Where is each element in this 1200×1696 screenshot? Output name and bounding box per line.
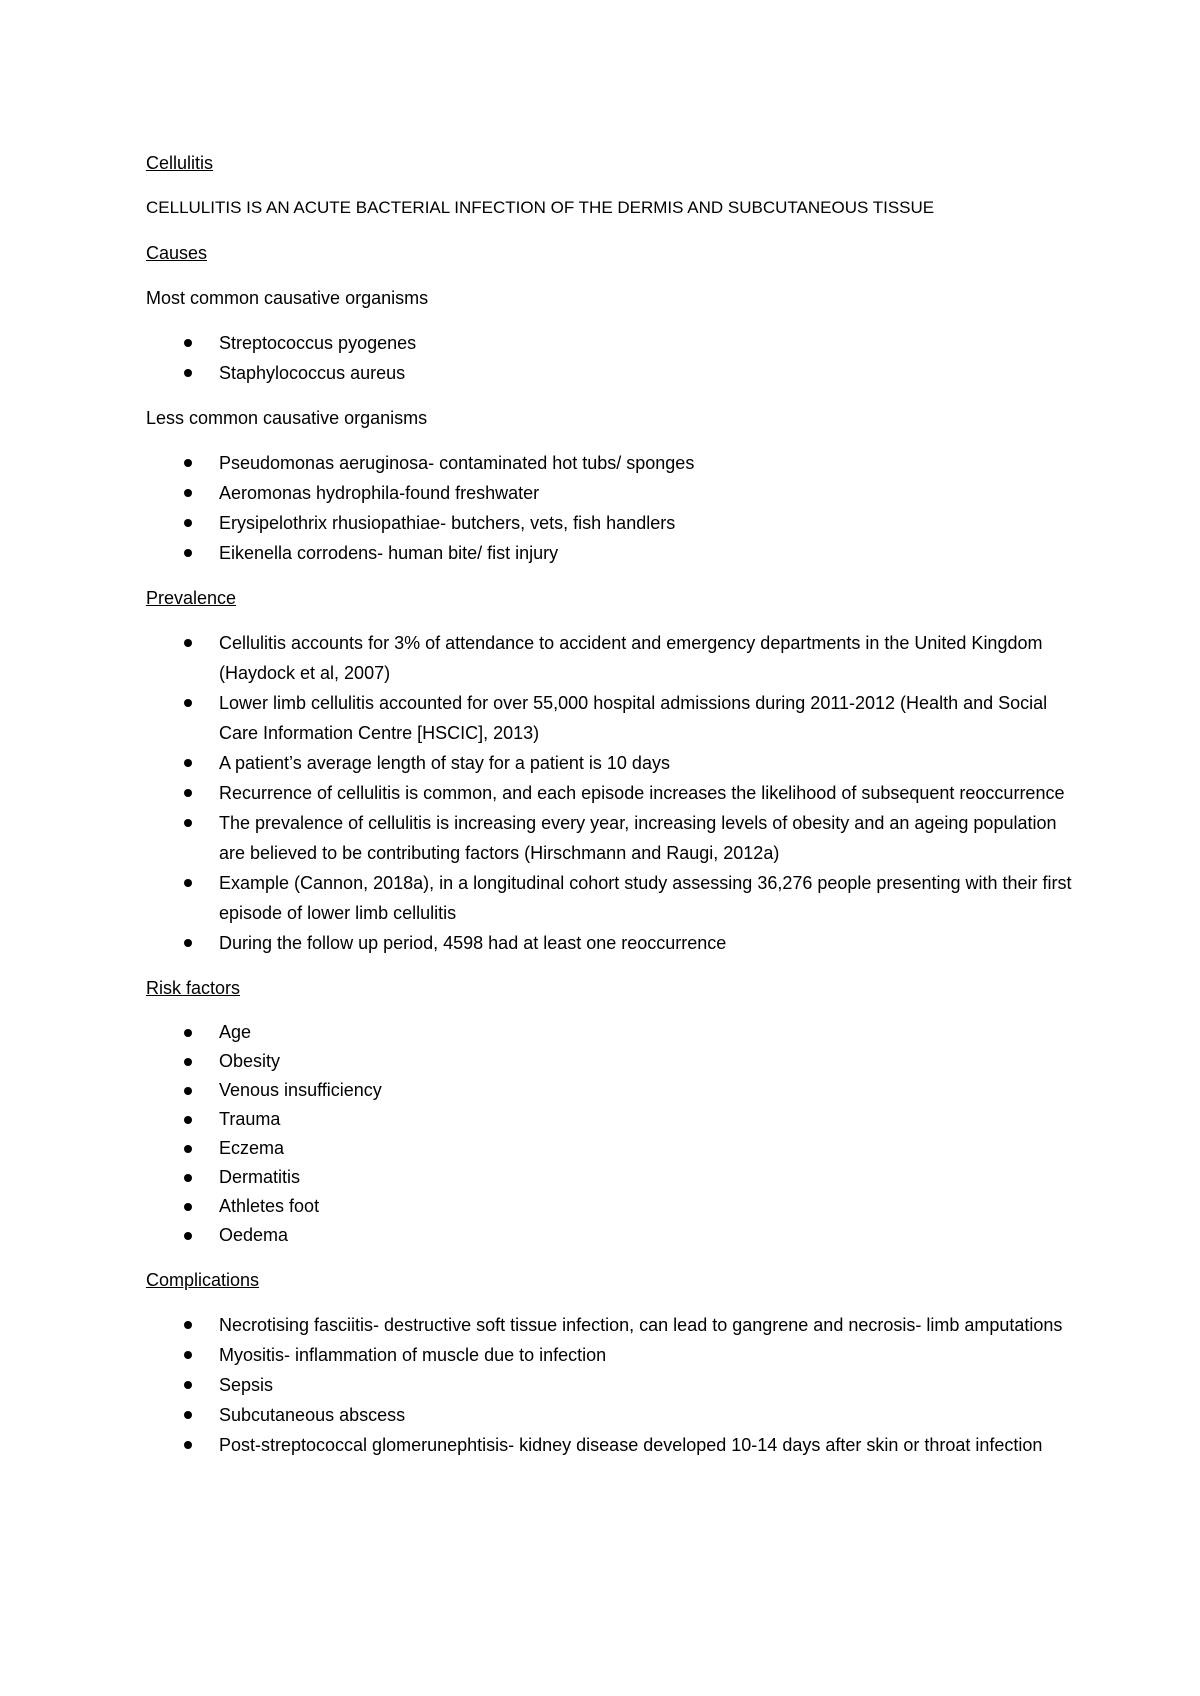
list-item: Dermatitis	[146, 1163, 1076, 1192]
bullet-icon	[184, 1411, 192, 1419]
bullet-icon	[184, 759, 192, 767]
list-item: Subcutaneous abscess	[146, 1400, 1076, 1430]
list-item: Venous insufficiency	[146, 1076, 1076, 1105]
bullet-icon	[184, 819, 192, 827]
list-item: Streptococcus pyogenes	[146, 328, 1076, 358]
risk-factors-list	[146, 1018, 1076, 1250]
bullet-icon	[184, 1321, 192, 1329]
list-item: Eczema	[146, 1134, 1076, 1163]
list-item: Recurrence of cellulitis is common, and each episode increases the likelihood of subsequent reoccurrence	[146, 778, 1076, 808]
list-item: Age	[146, 1018, 1076, 1047]
bullet-icon	[184, 549, 192, 557]
list-item: Cellulitis accounts for 3% of attendance to accident and emergency departments in the United Kingdom (Haydock et al, 2007)	[146, 628, 1076, 688]
bullet-icon	[184, 1145, 192, 1153]
bullet-icon	[184, 1381, 192, 1389]
bullet-icon	[184, 1203, 192, 1211]
bullet-icon	[184, 1058, 192, 1066]
list-item: Oedema	[146, 1221, 1076, 1250]
bullet-icon	[184, 939, 192, 947]
list-item: Lower limb cellulitis accounted for over 55,000 hospital admissions during 2011-2012 (Health and Social Care Information Centre [HSCIC], 2013)	[146, 688, 1076, 748]
list-item: Sepsis	[146, 1370, 1076, 1400]
causes-heading: Causes	[146, 243, 208, 263]
bullet-icon	[184, 1087, 192, 1095]
bullet-icon	[184, 369, 192, 377]
list-item: Erysipelothrix rhusiopathiae- butchers, vets, fish handlers	[146, 508, 1076, 538]
list-item: A patient’s average length of stay for a patient is 10 days	[146, 748, 1076, 778]
bullet-icon	[184, 339, 192, 347]
complications-list	[146, 1310, 1076, 1460]
definition-text: CELLULITIS IS AN ACUTE BACTERIAL INFECTION OF THE DERMIS AND SUBCUTANEOUS TISSUE	[146, 198, 935, 217]
list-item: Staphylococcus aureus	[146, 358, 1076, 388]
bullet-icon	[184, 879, 192, 887]
list-item: Athletes foot	[146, 1192, 1076, 1221]
bullet-icon	[184, 1116, 192, 1124]
bullet-icon	[184, 459, 192, 467]
prevalence-list	[146, 628, 1076, 958]
bullet-icon	[184, 789, 192, 797]
list-item: Myositis- inflammation of muscle due to infection	[146, 1340, 1076, 1370]
list-item: Necrotising fasciitis- destructive soft tissue infection, can lead to gangrene and necrosis- limb amputations	[146, 1310, 1076, 1340]
bullet-icon	[184, 1232, 192, 1240]
bullet-icon	[184, 699, 192, 707]
less-common-list	[146, 448, 1076, 568]
risk-factors-heading: Risk factors	[146, 978, 241, 998]
list-item: Pseudomonas aeruginosa- contaminated hot tubs/ sponges	[146, 448, 1076, 478]
bullet-icon	[184, 519, 192, 527]
prevalence-heading: Prevalence	[146, 588, 237, 608]
list-item: The prevalence of cellulitis is increasing every year, increasing levels of obesity and an ageing population are believed to be contributing factors (Hirschmann and Raugi, 2012a)	[146, 808, 1076, 868]
list-item: Trauma	[146, 1105, 1076, 1134]
less-common-label: Less common causative organisms	[146, 408, 428, 428]
bullet-icon	[184, 1029, 192, 1037]
list-item: Eikenella corrodens- human bite/ fist injury	[146, 538, 1076, 568]
list-item: Post-streptococcal glomerunephtisis- kidney disease developed 10-14 days after skin or throat infection	[146, 1430, 1076, 1460]
document-page	[146, 148, 1076, 1475]
list-item: Aeromonas hydrophila-found freshwater	[146, 478, 1076, 508]
bullet-icon	[184, 1174, 192, 1182]
bullet-icon	[184, 1441, 192, 1449]
list-item: Obesity	[146, 1047, 1076, 1076]
list-item: Example (Cannon, 2018a), in a longitudinal cohort study assessing 36,276 people presenting with their first episode of lower limb cellulitis	[146, 868, 1076, 928]
document-title: Cellulitis	[146, 153, 214, 173]
bullet-icon	[184, 489, 192, 497]
most-common-label: Most common causative organisms	[146, 288, 429, 308]
list-item: During the follow up period, 4598 had at least one reoccurrence	[146, 928, 1076, 958]
complications-heading: Complications	[146, 1270, 260, 1290]
bullet-icon	[184, 1351, 192, 1359]
bullet-icon	[184, 639, 192, 647]
most-common-list	[146, 328, 1076, 388]
